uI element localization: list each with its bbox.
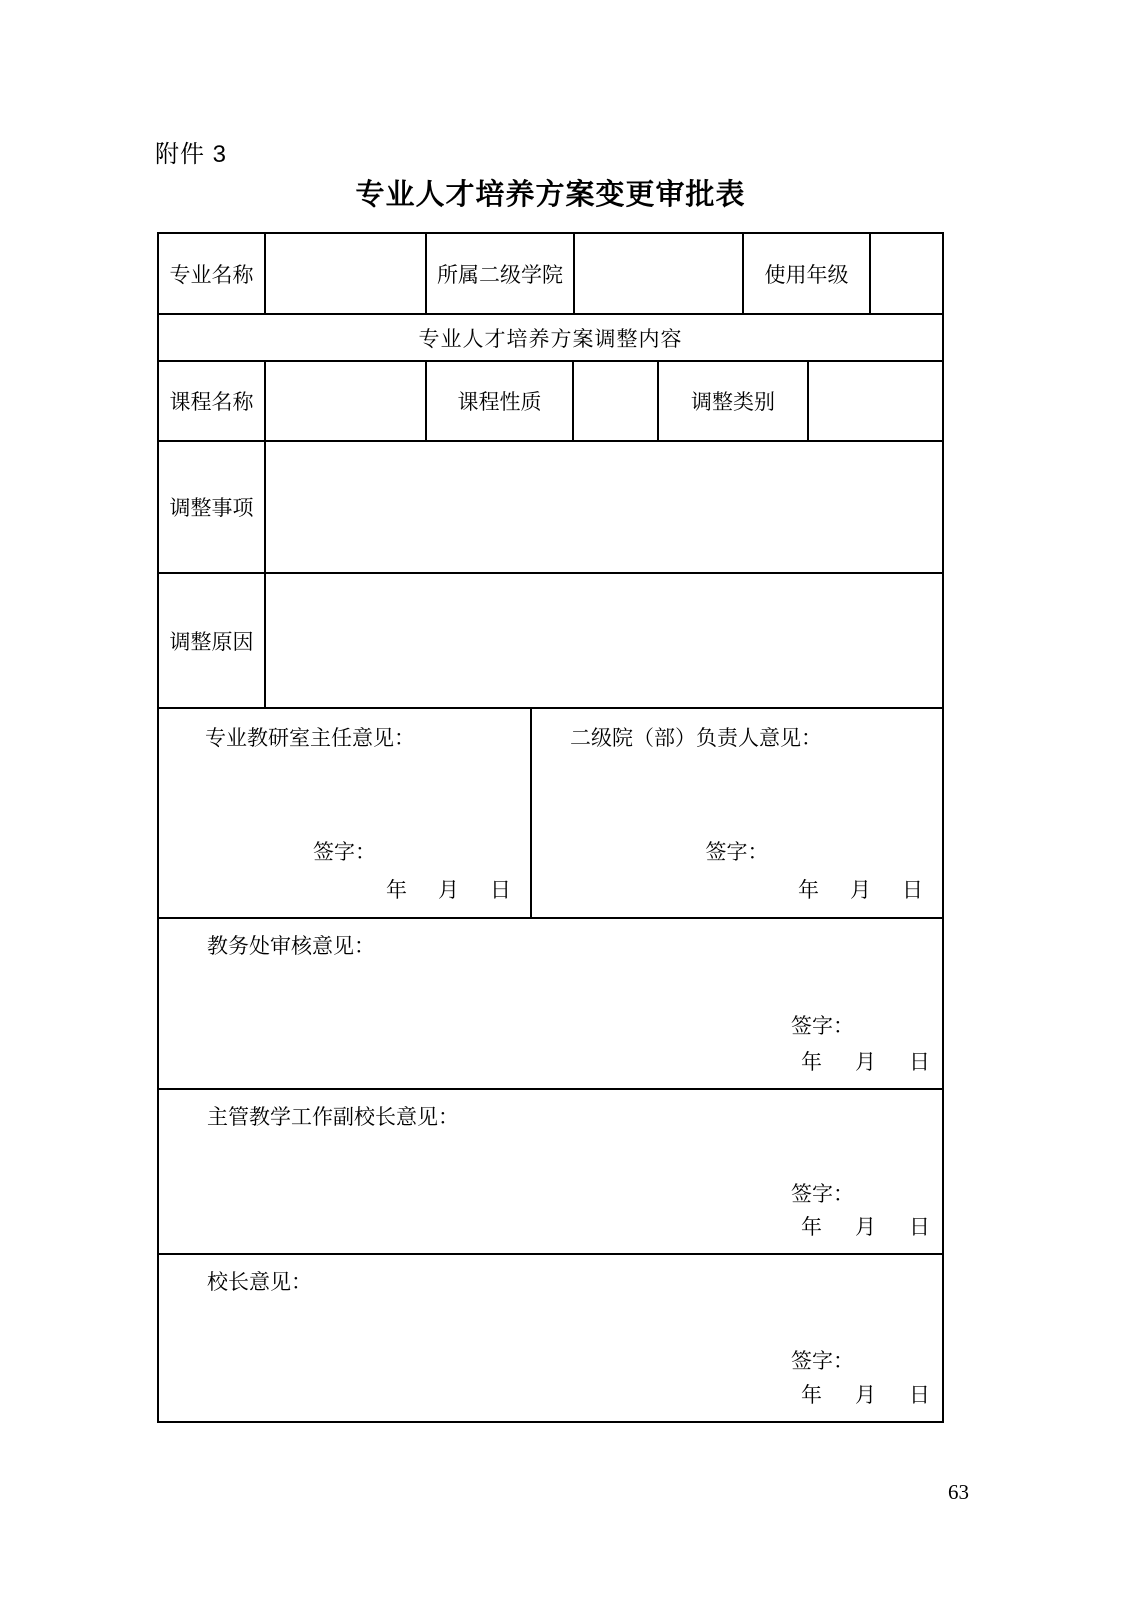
page-title: 专业人才培养方案变更审批表 — [355, 179, 746, 211]
table-row-academic-affairs-opinion — [159, 919, 942, 1090]
table-row-basic-info — [159, 234, 942, 315]
course-name-label: 课程名称 — [159, 362, 266, 440]
attachment-label: 附件 3 — [155, 141, 228, 168]
adjust-reason-value-cell — [266, 574, 942, 707]
course-nature-value-cell — [574, 362, 659, 440]
table-row-course-info — [159, 362, 942, 442]
grade-value-cell — [871, 234, 942, 313]
sign-label: 签字： — [791, 1015, 854, 1039]
adjust-reason-label: 调整原因 — [159, 574, 266, 707]
date-label: 年 月 日 — [798, 879, 928, 902]
sign-label: 签字： — [313, 840, 376, 864]
college-label: 所属二级学院 — [427, 234, 575, 313]
date-label: 年 月 日 — [386, 879, 516, 902]
adjust-category-value-cell — [809, 362, 942, 440]
section-header-label: 专业人才培养方案调整内容 — [418, 327, 683, 351]
sign-label: 签字： — [791, 1349, 854, 1373]
opinion-college-head-cell — [532, 709, 942, 917]
opinion-president-cell — [159, 1255, 942, 1421]
table-row-president-opinion — [159, 1255, 942, 1421]
page-number: 63 — [948, 1480, 969, 1504]
table-row-section-header — [159, 315, 942, 362]
opinion-teaching-office-director-title: 专业教研室主任意见： — [205, 727, 415, 750]
table-row-vice-president-opinion — [159, 1090, 942, 1255]
opinion-academic-affairs-title: 教务处审核意见： — [207, 935, 375, 958]
table-row-opinions-two-col — [159, 709, 942, 919]
date-label: 年 月 日 — [801, 1216, 936, 1239]
opinion-president-title: 校长意见： — [207, 1271, 312, 1294]
opinion-college-head-title: 二级院（部）负责人意见： — [570, 727, 822, 750]
table-row-adjust-items — [159, 442, 942, 574]
approval-form-table — [157, 232, 944, 1423]
opinion-teaching-office-director-cell — [159, 709, 532, 917]
opinion-vice-president-title: 主管教学工作副校长意见： — [207, 1106, 459, 1129]
date-label: 年 月 日 — [801, 1051, 936, 1074]
adjust-items-value-cell — [266, 442, 942, 572]
major-name-value-cell — [266, 234, 427, 313]
sign-label: 签字： — [791, 1183, 854, 1207]
grade-label: 使用年级 — [744, 234, 871, 313]
major-name-label: 专业名称 — [159, 234, 266, 313]
sign-label: 签字： — [705, 840, 769, 864]
course-name-value-cell — [266, 362, 427, 440]
course-nature-label: 课程性质 — [427, 362, 574, 440]
adjust-category-label: 调整类别 — [659, 362, 809, 440]
date-label: 年 月 日 — [801, 1384, 936, 1407]
college-value-cell — [575, 234, 744, 313]
opinion-academic-affairs-cell — [159, 919, 942, 1088]
adjust-items-label: 调整事项 — [159, 442, 266, 572]
opinion-vice-president-cell — [159, 1090, 942, 1253]
table-row-adjust-reason — [159, 574, 942, 709]
